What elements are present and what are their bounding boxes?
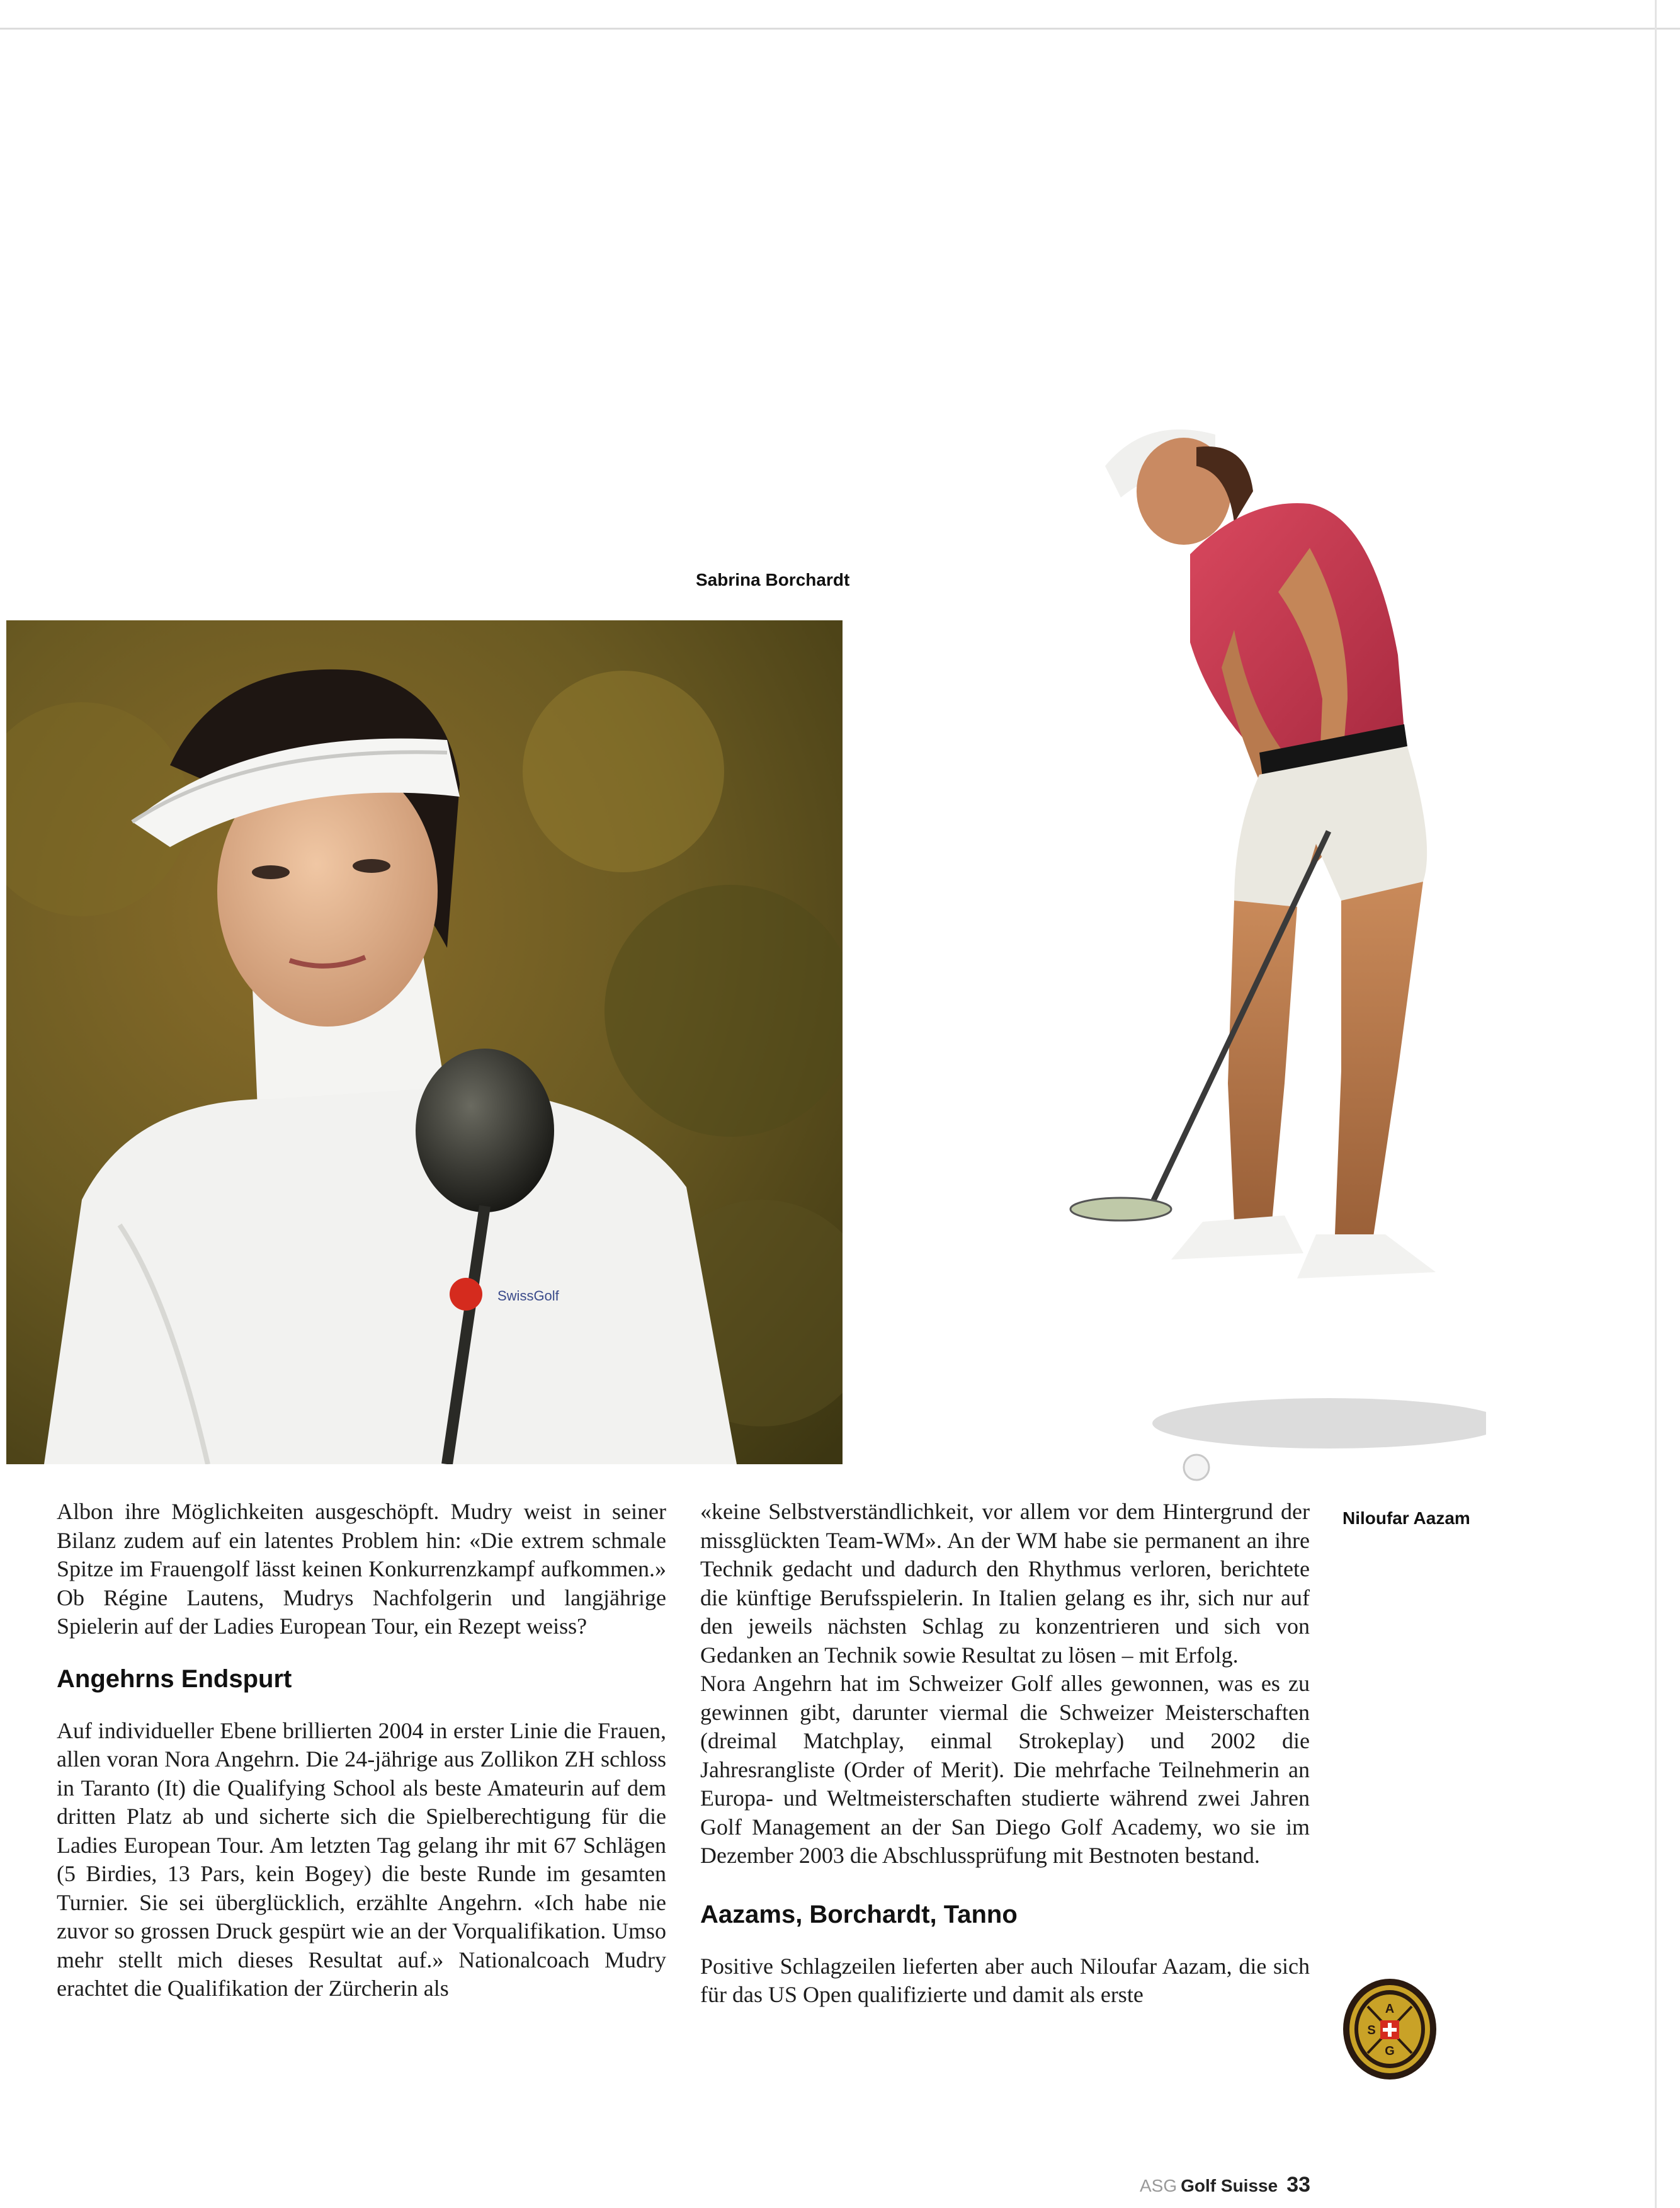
page-footer: [1140, 2173, 1310, 2197]
paragraph-positive: Positive Schlagzeilen lieferten aber auch Niloufar Aazam, die sich für das US Open qualifizierte und damit als erste: [700, 1953, 1310, 2007]
right-edge-rule: [1655, 0, 1657, 2208]
footer-magazine: Golf Suisse: [1181, 2176, 1278, 2195]
golfer-illustration: [1045, 403, 1486, 1486]
footer-org: ASG: [1140, 2176, 1178, 2195]
subheading-aazams: Aazams, Borchardt, Tanno: [700, 1900, 1018, 1928]
logo-letter-g: G: [1385, 2044, 1395, 2058]
asg-logo: [1341, 1976, 1438, 2082]
photo-niloufar-aazam: [1045, 403, 1486, 1486]
paragraph-intro: Albon ihre Möglichkeiten ausgeschöpft. Mudry weist in seiner Bilanz zudem auf ein latentes Problem hin: «Die extrem schmale Spitze im Frauengolf lässt keinen Konkurrenzkampf aufkommen.» Ob Régine Lautens, Mudrys Nachfolgerin und langjährige Spielerin auf der Ladies European Tour, ein Rezept weiss?: [57, 1499, 666, 1639]
page-number: 33: [1286, 2173, 1311, 2197]
paragraph-angehrn: Auf individueller Ebene brillierten 2004 in erster Linie die Frauen, allen voran Nora Angehrn. Die 24-jährige aus Zollikon ZH schloss in Taranto (It) die Qualifying School als beste Amateurin auf dem dritten Platz ab und sicherte sich die Spielberechtigung für die Ladies European Tour. Am letzten Tag gelang ihr mit 67 Schlägen (5 Birdies, 13 Pars, kein Bogey) die beste Runde im gesamten Turnier. Sie sei überglücklich, erzählte Angehrn. «Ich habe nie zuvor so grossen Druck gespürt wie an der Vorqualifikation. Umso mehr stellt mich dieses Resultat auf.» Nationalcoach Mudry erachtet die Qualifikation der Zürcherin als: [57, 1717, 666, 2001]
paragraph-team-wm: «keine Selbstverständlichkeit, vor allem vor dem Hintergrund der missglückten Team-WM». An der WM habe sie permanent an ihre Technik gedacht und dadurch den Rhythmus verloren, berichtete die künftige Berufsspielerin. In Italien gelang es ihr, sich nur auf den jeweils nächsten Schlag zu konzentrieren und sich von Gedanken an Technik sowie Resultat zu lösen – mit Erfolg.: [700, 1499, 1310, 1668]
top-rule: [0, 28, 1680, 30]
photo-caption-sabrina: Sabrina Borchardt: [696, 570, 850, 589]
subheading-angehrns-endspurt: Angehrns Endspurt: [57, 1665, 292, 1693]
photo-sabrina-borchardt: [6, 620, 843, 1464]
logo-letter-a: A: [1385, 2002, 1395, 2016]
asg-seal-icon: [1341, 1976, 1438, 2082]
logo-letter-s: S: [1367, 2023, 1376, 2037]
photo-caption-niloufar: Niloufar Aazam: [1342, 1508, 1470, 1528]
paragraph-nora-angehrn: Nora Angehrn hat im Schweizer Golf alles gewonnen, was es zu gewinnen gibt, darunter viermal die Schweizer Meisterschaften (dreimal Matchplay, einmal Strokeplay) und 2002 die Jahresrangliste (Order of Merit). Die mehrfache Teilnehmerin an Europa- und Weltmeisterschaften studierte während zwei Jahren Golf Management an der San Diego Golf Academy, wo sie im Dezember 2003 die Abschlussprüfung mit Bestnoten bestand.: [700, 1671, 1310, 1868]
svg-text:SwissGolf: SwissGolf: [497, 1288, 559, 1304]
article-column-2: [700, 1498, 1310, 2010]
portrait-illustration: [6, 620, 843, 1464]
article-column-1: [57, 1498, 666, 2003]
